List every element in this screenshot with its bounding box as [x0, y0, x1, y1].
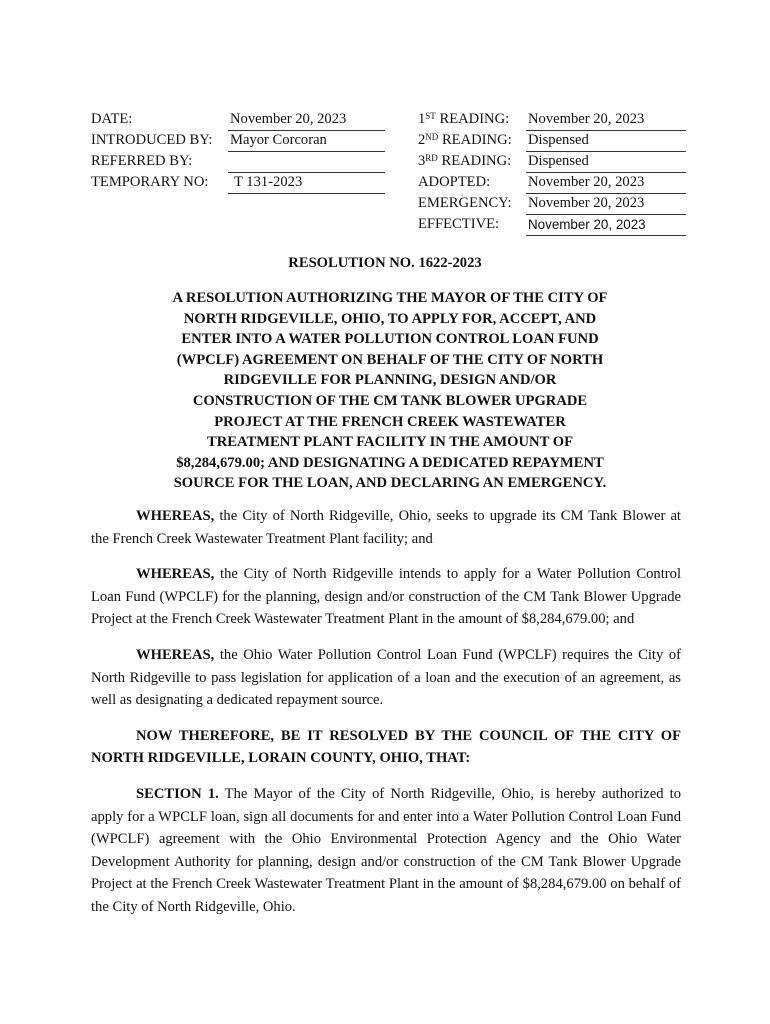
whereas-text: the City of North Ridgeville, Ohio, seeks to upgrade its CM Tank Blower at the French Creek Wastewater Treatment Plant facility; and: [91, 508, 681, 547]
resolution-title: [155, 288, 625, 494]
resolved-clause: NOW THEREFORE, BE IT RESOLVED BY THE COUNCIL OF THE CITY OF NORTH RIDGEVILLE, LORAIN COUNTY, OHIO, THAT:: [91, 727, 681, 767]
date-label: DATE:: [91, 111, 133, 127]
effective-row: [418, 215, 686, 236]
second-reading-value: Dispensed: [526, 131, 686, 152]
section-1-text: The Mayor of the City of North Ridgeville, Ohio, is hereby authorized to apply for a WPCLF loan, sign all documents for and enter into a Water Pollution Control Loan Fund (WPCLF) agreement with the Ohio Environmental Protection Agency and the Ohio Water Development Authority for planning, design and/or construction of the CM Tank Blower Upgrade Project at the French Creek Wastewater Treatment Plant in the amount of $8,284,679.00 on behalf of the City of North Ridgeville, Ohio.: [91, 785, 681, 915]
second-reading-ordinal: 2: [418, 132, 426, 148]
title-line: A RESOLUTION AUTHORIZING THE MAYOR OF THE CITY OF: [172, 290, 608, 306]
adopted-label: ADOPTED:: [418, 174, 491, 190]
third-reading-sup: RD: [425, 153, 438, 163]
emergency-label: EMERGENCY:: [418, 195, 512, 211]
title-line: SOURCE FOR THE LOAN, AND DECLARING AN EMERGENCY.: [173, 475, 607, 492]
emergency-value: November 20, 2023: [526, 194, 686, 215]
title-line: TREATMENT PLANT FACILITY IN THE AMOUNT OF: [207, 434, 573, 451]
second-reading-row: [418, 131, 686, 152]
effective-value: November 20, 2023: [526, 215, 686, 236]
second-reading-label: [418, 131, 512, 150]
first-reading-row: [418, 110, 686, 131]
second-reading-sup: ND: [425, 132, 439, 142]
adopted-row: [418, 173, 686, 194]
introduced-by-row: [91, 131, 385, 152]
third-reading-value: Dispensed: [526, 152, 686, 173]
title-line: PROJECT AT THE FRENCH CREEK WASTEWATER: [214, 413, 566, 430]
whereas-text: the City of North Ridgeville intends to apply for a Water Pollution Control Loan Fund (WPCLF) for the planning, design and/or construction of the CM Tank Blower Upgrade Project at the French Creek Wastewater Treatment Plant in the amount of $8,284,679.00; and: [91, 566, 681, 628]
referred-by-value: [228, 152, 385, 173]
whereas-lead: WHEREAS,: [136, 566, 215, 583]
first-reading-sup: ST: [425, 111, 436, 121]
third-reading-ordinal: 3: [418, 153, 426, 169]
resolution-number: RESOLUTION NO. 1622-2023: [288, 255, 482, 271]
adopted-value: November 20, 2023: [526, 173, 686, 194]
title-line: RIDGEVILLE FOR PLANNING, DESIGN AND/OR: [223, 372, 557, 389]
first-reading-text: READING:: [435, 111, 510, 127]
whereas-text: the Ohio Water Pollution Control Loan Fund (WPCLF) requires the City of North Ridgeville to pass legislation for application of a loan and the execution of an agreement, as well as designating a dedicated repayment source.: [91, 646, 681, 709]
temporary-no-label: TEMPORARY NO:: [91, 174, 209, 190]
emergency-row: [418, 194, 686, 215]
temporary-no-value: T 131-2023: [228, 173, 385, 194]
title-line: (WPCLF) AGREEMENT ON BEHALF OF THE CITY OF NORTH: [176, 351, 604, 368]
first-reading-value: November 20, 2023: [526, 110, 686, 131]
title-line: $8,284,679.00; AND DESIGNATING A DEDICATED REPAYMENT: [176, 454, 604, 471]
title-line: ENTER INTO A WATER POLLUTION CONTROL LOAN FUND: [181, 331, 599, 348]
effective-label: EFFECTIVE:: [418, 216, 500, 232]
date-row: [91, 110, 385, 131]
whereas-lead: WHEREAS,: [136, 508, 215, 524]
header-left-fields: [91, 110, 385, 194]
third-reading-text: READING:: [437, 153, 512, 169]
section-1-paragraph: [91, 783, 681, 919]
third-reading-label: [418, 152, 511, 171]
title-line: CONSTRUCTION OF THE CM TANK BLOWER UPGRADE: [192, 392, 588, 409]
header-right-fields: [418, 110, 686, 236]
second-reading-text: READING:: [438, 132, 512, 148]
first-reading-label: [418, 110, 509, 129]
date-value: November 20, 2023: [228, 110, 385, 131]
whereas-paragraph-1: [91, 505, 681, 550]
third-reading-row: [418, 152, 686, 173]
whereas-lead: WHEREAS,: [136, 646, 215, 663]
resolution-body: [91, 505, 681, 932]
title-line: NORTH RIDGEVILLE, OHIO, TO APPLY FOR, ACCEPT, AND: [183, 310, 597, 327]
first-reading-ordinal: 1: [418, 111, 426, 127]
section-1-lead: SECTION 1.: [136, 785, 219, 802]
referred-by-row: [91, 152, 385, 173]
introduced-by-label: INTRODUCED BY:: [91, 132, 213, 148]
whereas-paragraph-3: [91, 644, 681, 712]
whereas-paragraph-2: [91, 563, 681, 631]
introduced-by-value: Mayor Corcoran: [228, 131, 385, 152]
referred-by-label: REFERRED BY:: [91, 153, 193, 169]
temporary-no-row: [91, 173, 385, 194]
